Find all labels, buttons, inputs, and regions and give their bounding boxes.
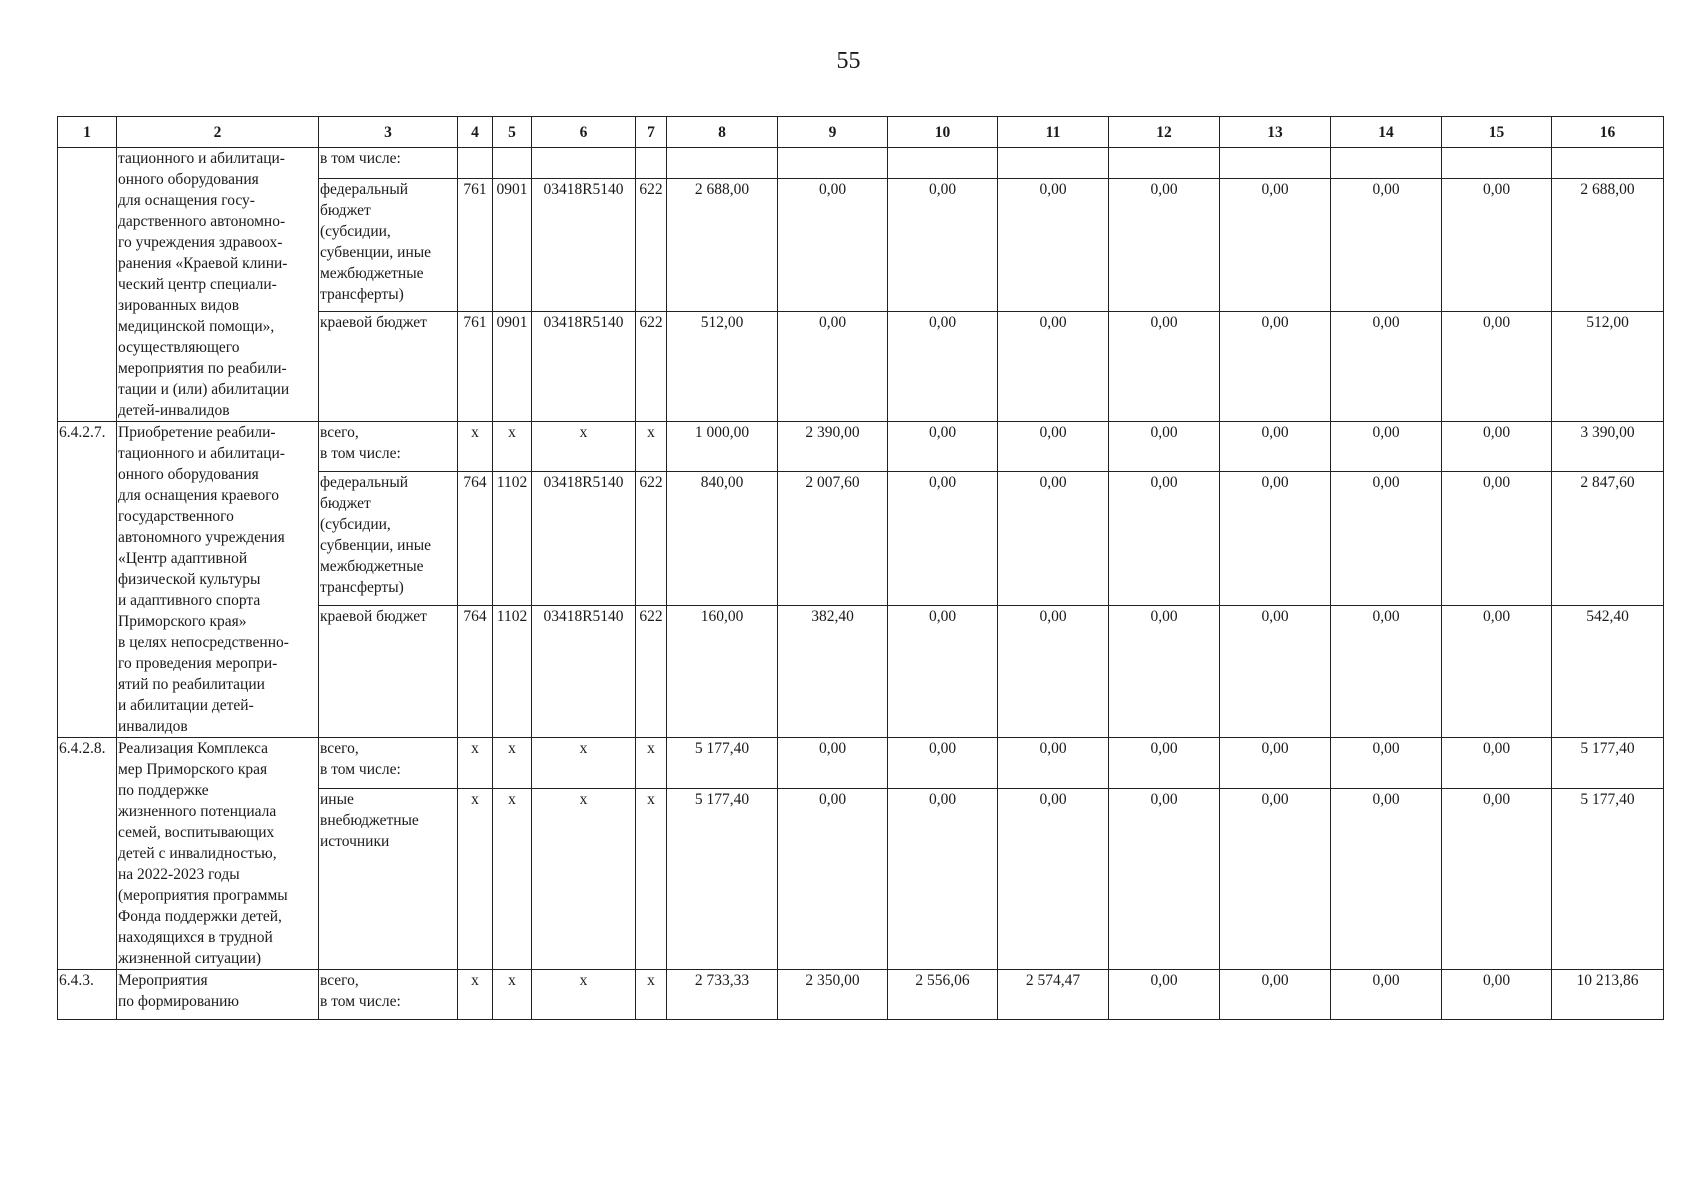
- code-section: x: [493, 422, 532, 472]
- code-section: [493, 148, 532, 179]
- code-grbs: x: [458, 789, 493, 970]
- amount-col-14: 0,00: [1331, 606, 1442, 738]
- column-header-10: 10: [888, 117, 998, 148]
- amount-col-16: 2 847,60: [1552, 472, 1664, 606]
- funding-source: всего, в том числе:: [319, 970, 458, 1020]
- amount-col-14: 0,00: [1331, 738, 1442, 789]
- amount-col-11: 0,00: [998, 179, 1109, 312]
- code-expense-type: x: [636, 970, 667, 1020]
- amount-col-13: 0,00: [1220, 606, 1331, 738]
- amount-col-12: [1109, 148, 1220, 179]
- code-target: 03418R5140: [532, 606, 636, 738]
- amount-col-15: 0,00: [1442, 606, 1552, 738]
- amount-col-13: 0,00: [1220, 970, 1331, 1020]
- code-target: 03418R5140: [532, 179, 636, 312]
- amount-col-15: 0,00: [1442, 738, 1552, 789]
- amount-col-16: 2 688,00: [1552, 179, 1664, 312]
- item-code: [58, 148, 117, 422]
- amount-col-13: [1220, 148, 1331, 179]
- code-grbs: x: [458, 738, 493, 789]
- column-header-8: 8: [667, 117, 778, 148]
- column-header-4: 4: [458, 117, 493, 148]
- code-expense-type: 622: [636, 311, 667, 421]
- item-name: Реализация Комплекса мер Приморского края по поддержке жизненного потенциала семей, воспитывающих детей с инвалидностью, на 2022-2023 годы (мероприятия программы Фонда поддержки детей, находящихся в трудной жизненной ситуации): [117, 738, 319, 970]
- amount-col-14: 0,00: [1331, 789, 1442, 970]
- item-code: 6.4.2.7.: [58, 422, 117, 738]
- amount-col-15: 0,00: [1442, 970, 1552, 1020]
- funding-source: всего, в том числе:: [319, 738, 458, 789]
- amount-col-9: 2 007,60: [778, 472, 888, 606]
- column-header-2: 2: [117, 117, 319, 148]
- amount-col-12: 0,00: [1109, 606, 1220, 738]
- amount-col-8: 840,00: [667, 472, 778, 606]
- amount-col-16: 10 213,86: [1552, 970, 1664, 1020]
- funding-source: федеральный бюджет (субсидии, субвенции, иные межбюджетные трансферты): [319, 179, 458, 312]
- amount-col-12: 0,00: [1109, 179, 1220, 312]
- item-name: тационного и абилитаци- онного оборудования для оснащения госу- дарственного автономно- го учреждения здравоох- ранения «Краевой клини- ческий центр специали- зированных видов медицинской помощи», осуществляющего мероприятия по реабили- тации и (или) абилитации детей-инвалидов: [117, 148, 319, 422]
- code-target: [532, 148, 636, 179]
- column-header-15: 15: [1442, 117, 1552, 148]
- amount-col-9: 0,00: [778, 789, 888, 970]
- budget-table: [57, 116, 1664, 1020]
- amount-col-10: 0,00: [888, 472, 998, 606]
- code-section: x: [493, 738, 532, 789]
- table-row: [58, 970, 1664, 1020]
- item-name: Приобретение реабили- тационного и абилитаци- онного оборудования для оснащения краевого государственного автономного учреждения «Центр адаптивной физической культуры и адаптивного спорта Приморского края» в целях непосредственно- го проведения меропри- ятий по реабилитации и абилитации детей- инвалидов: [117, 422, 319, 738]
- code-target: 03418R5140: [532, 472, 636, 606]
- amount-col-15: 0,00: [1442, 311, 1552, 421]
- amount-col-12: 0,00: [1109, 422, 1220, 472]
- amount-col-9: [778, 148, 888, 179]
- code-expense-type: x: [636, 738, 667, 789]
- amount-col-8: 1 000,00: [667, 422, 778, 472]
- code-section: 0901: [493, 179, 532, 312]
- column-header-12: 12: [1109, 117, 1220, 148]
- header-row: [58, 117, 1664, 148]
- amount-col-8: [667, 148, 778, 179]
- item-name: Мероприятия по формированию: [117, 970, 319, 1020]
- amount-col-9: 382,40: [778, 606, 888, 738]
- amount-col-8: 2 688,00: [667, 179, 778, 312]
- amount-col-8: 2 733,33: [667, 970, 778, 1020]
- amount-col-8: 5 177,40: [667, 789, 778, 970]
- code-expense-type: x: [636, 789, 667, 970]
- amount-col-10: 0,00: [888, 179, 998, 312]
- amount-col-9: 0,00: [778, 738, 888, 789]
- table-row: [58, 148, 1664, 179]
- amount-col-16: 5 177,40: [1552, 789, 1664, 970]
- amount-col-15: 0,00: [1442, 789, 1552, 970]
- code-expense-type: 622: [636, 472, 667, 606]
- amount-col-14: 0,00: [1331, 311, 1442, 421]
- amount-col-12: 0,00: [1109, 970, 1220, 1020]
- amount-col-13: 0,00: [1220, 472, 1331, 606]
- code-target: x: [532, 422, 636, 472]
- funding-source: краевой бюджет: [319, 606, 458, 738]
- item-code: 6.4.3.: [58, 970, 117, 1020]
- amount-col-8: 512,00: [667, 311, 778, 421]
- column-header-6: 6: [532, 117, 636, 148]
- code-expense-type: 622: [636, 606, 667, 738]
- amount-col-10: 0,00: [888, 738, 998, 789]
- code-target: x: [532, 970, 636, 1020]
- amount-col-14: 0,00: [1331, 970, 1442, 1020]
- code-target: x: [532, 738, 636, 789]
- amount-col-10: [888, 148, 998, 179]
- column-header-13: 13: [1220, 117, 1331, 148]
- funding-source: иные внебюджетные источники: [319, 789, 458, 970]
- amount-col-15: 0,00: [1442, 422, 1552, 472]
- amount-col-15: 0,00: [1442, 179, 1552, 312]
- code-section: 1102: [493, 472, 532, 606]
- amount-col-11: 0,00: [998, 311, 1109, 421]
- funding-source: в том числе:: [319, 148, 458, 179]
- column-header-3: 3: [319, 117, 458, 148]
- amount-col-15: 0,00: [1442, 472, 1552, 606]
- amount-col-11: 2 574,47: [998, 970, 1109, 1020]
- column-header-14: 14: [1331, 117, 1442, 148]
- amount-col-11: [998, 148, 1109, 179]
- amount-col-13: 0,00: [1220, 179, 1331, 312]
- column-header-16: 16: [1552, 117, 1664, 148]
- amount-col-9: 0,00: [778, 179, 888, 312]
- page-number: 55: [836, 48, 861, 74]
- table-row: [58, 422, 1664, 472]
- amount-col-12: 0,00: [1109, 738, 1220, 789]
- column-header-11: 11: [998, 117, 1109, 148]
- amount-col-10: 2 556,06: [888, 970, 998, 1020]
- column-header-5: 5: [493, 117, 532, 148]
- code-grbs: 761: [458, 311, 493, 421]
- amount-col-12: 0,00: [1109, 789, 1220, 970]
- amount-col-12: 0,00: [1109, 311, 1220, 421]
- funding-source: всего, в том числе:: [319, 422, 458, 472]
- amount-col-13: 0,00: [1220, 789, 1331, 970]
- amount-col-10: 0,00: [888, 789, 998, 970]
- amount-col-13: 0,00: [1220, 422, 1331, 472]
- amount-col-14: 0,00: [1331, 179, 1442, 312]
- amount-col-13: 0,00: [1220, 311, 1331, 421]
- amount-col-11: 0,00: [998, 472, 1109, 606]
- code-grbs: 764: [458, 606, 493, 738]
- code-section: x: [493, 970, 532, 1020]
- amount-col-10: 0,00: [888, 422, 998, 472]
- amount-col-16: [1552, 148, 1664, 179]
- code-grbs: x: [458, 970, 493, 1020]
- code-grbs: x: [458, 422, 493, 472]
- item-code: 6.4.2.8.: [58, 738, 117, 970]
- amount-col-9: 0,00: [778, 311, 888, 421]
- amount-col-8: 160,00: [667, 606, 778, 738]
- amount-col-9: 2 350,00: [778, 970, 888, 1020]
- code-section: x: [493, 789, 532, 970]
- amount-col-16: 542,40: [1552, 606, 1664, 738]
- amount-col-10: 0,00: [888, 311, 998, 421]
- funding-source: федеральный бюджет (субсидии, субвенции, иные межбюджетные трансферты): [319, 472, 458, 606]
- code-section: 0901: [493, 311, 532, 421]
- code-target: 03418R5140: [532, 311, 636, 421]
- amount-col-13: 0,00: [1220, 738, 1331, 789]
- amount-col-10: 0,00: [888, 606, 998, 738]
- amount-col-12: 0,00: [1109, 472, 1220, 606]
- amount-col-14: [1331, 148, 1442, 179]
- amount-col-16: 512,00: [1552, 311, 1664, 421]
- code-expense-type: 622: [636, 179, 667, 312]
- amount-col-15: [1442, 148, 1552, 179]
- column-header-1: 1: [58, 117, 117, 148]
- column-header-9: 9: [778, 117, 888, 148]
- amount-col-11: 0,00: [998, 422, 1109, 472]
- table-row: [58, 738, 1664, 789]
- code-expense-type: x: [636, 422, 667, 472]
- amount-col-16: 5 177,40: [1552, 738, 1664, 789]
- funding-source: краевой бюджет: [319, 311, 458, 421]
- code-grbs: 761: [458, 179, 493, 312]
- amount-col-11: 0,00: [998, 606, 1109, 738]
- table-body: [58, 148, 1664, 1020]
- amount-col-14: 0,00: [1331, 472, 1442, 606]
- column-header-7: 7: [636, 117, 667, 148]
- code-target: x: [532, 789, 636, 970]
- code-grbs: [458, 148, 493, 179]
- amount-col-9: 2 390,00: [778, 422, 888, 472]
- amount-col-16: 3 390,00: [1552, 422, 1664, 472]
- amount-col-8: 5 177,40: [667, 738, 778, 789]
- code-section: 1102: [493, 606, 532, 738]
- code-expense-type: [636, 148, 667, 179]
- amount-col-11: 0,00: [998, 738, 1109, 789]
- amount-col-11: 0,00: [998, 789, 1109, 970]
- amount-col-14: 0,00: [1331, 422, 1442, 472]
- code-grbs: 764: [458, 472, 493, 606]
